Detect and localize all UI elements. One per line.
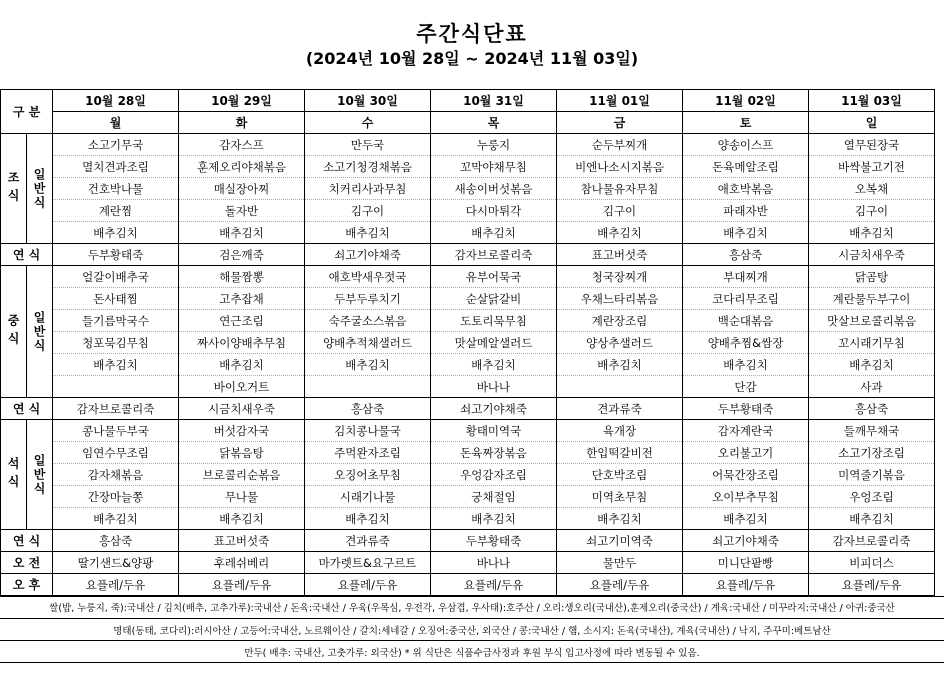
- menu-cell: 미역초무침: [557, 486, 683, 508]
- menu-cell: 유부어묵국: [431, 266, 557, 288]
- menu-cell: 맛살메알샐러드: [431, 332, 557, 354]
- table-row: [1, 156, 935, 178]
- menu-cell: 표고버섯죽: [179, 530, 305, 552]
- menu-cell: 물만두: [557, 552, 683, 574]
- table-row: [1, 310, 935, 332]
- menu-cell: 들기름막국수: [53, 310, 179, 332]
- menu-cell: 배추김치: [431, 354, 557, 376]
- menu-cell: 표고버섯죽: [557, 244, 683, 266]
- menu-cell: 만두국: [305, 134, 431, 156]
- menu-cell: 소고기청경채볶음: [305, 156, 431, 178]
- menu-cell: 바나나: [431, 552, 557, 574]
- menu-cell: 요플레/두유: [809, 574, 935, 596]
- menu-cell: 궁채절임: [431, 486, 557, 508]
- table-row: [1, 442, 935, 464]
- menu-cell: 버섯감자국: [179, 420, 305, 442]
- table-row: [1, 376, 935, 398]
- snack-morning-label: 오 전: [1, 552, 53, 574]
- menu-cell: 쇠고기야채죽: [305, 244, 431, 266]
- snack-afternoon-label: 오 후: [1, 574, 53, 596]
- menu-cell: 브로콜리순볶음: [179, 464, 305, 486]
- menu-cell: 배추김치: [305, 354, 431, 376]
- date-cell: 10월 31일: [431, 90, 557, 112]
- weekday-cell: 금: [557, 112, 683, 134]
- menu-cell: 마가렛트&요구르트: [305, 552, 431, 574]
- breakfast-label: 조식: [1, 134, 27, 244]
- snack-pm-label: 연 식: [1, 398, 53, 420]
- table-row: [1, 112, 935, 134]
- menu-cell: 배추김치: [431, 508, 557, 530]
- footer-divider: [0, 618, 944, 619]
- menu-cell: 양배추찜&쌈장: [683, 332, 809, 354]
- menu-cell: 요플레/두유: [557, 574, 683, 596]
- menu-cell: 두부황태죽: [53, 244, 179, 266]
- footer-notice: 만두( 배추: 국내산, 고춧가루: 외국산) * 위 식단은 식품수급사정과 후원 부식 입고사정에 따라 변동될 수 있음.: [244, 648, 700, 659]
- menu-cell: 요플레/두유: [683, 574, 809, 596]
- menu-cell: 양송이스프: [683, 134, 809, 156]
- menu-cell: 돌자반: [179, 200, 305, 222]
- menu-cell: 얼갈이배추국: [53, 266, 179, 288]
- menu-cell: 육개장: [557, 420, 683, 442]
- menu-cell: 콩나물두부국: [53, 420, 179, 442]
- menu-cell: 감자채볶음: [53, 464, 179, 486]
- table-row: [1, 90, 935, 112]
- menu-cell: 배추김치: [53, 354, 179, 376]
- menu-cell: 흥삼죽: [305, 398, 431, 420]
- menu-cell: 배추김치: [179, 354, 305, 376]
- menu-cell: 양배추적채샐러드: [305, 332, 431, 354]
- menu-cell: 순살닭갈비: [431, 288, 557, 310]
- date-cell: 10월 29일: [179, 90, 305, 112]
- menu-cell: 두부황태죽: [431, 530, 557, 552]
- menu-cell: 배추김치: [809, 354, 935, 376]
- date-cell: 10월 28일: [53, 90, 179, 112]
- menu-cell: 어묵간장조림: [683, 464, 809, 486]
- menu-cell: 쇠고기야채죽: [431, 398, 557, 420]
- menu-cell: 백순대볶음: [683, 310, 809, 332]
- menu-cell: 돈육짜장볶음: [431, 442, 557, 464]
- menu-cell: 두부두루치기: [305, 288, 431, 310]
- menu-cell: 비엔나소시지볶음: [557, 156, 683, 178]
- menu-cell: 배추김치: [683, 508, 809, 530]
- menu-cell: 닭곰탕: [809, 266, 935, 288]
- menu-cell: 순두부찌개: [557, 134, 683, 156]
- table-row: [1, 398, 935, 420]
- breakfast-sublabel: 일반식: [27, 134, 53, 244]
- weekday-cell: 토: [683, 112, 809, 134]
- table-row: [1, 244, 935, 266]
- menu-cell: 배추김치: [53, 508, 179, 530]
- menu-cell: 계란물두부구이: [809, 288, 935, 310]
- menu-cell: 치커리사과무침: [305, 178, 431, 200]
- date-cell: 11월 02일: [683, 90, 809, 112]
- menu-cell: 오복채: [809, 178, 935, 200]
- menu-cell: 배추김치: [305, 508, 431, 530]
- menu-cell: 견과류죽: [305, 530, 431, 552]
- weekday-cell: 일: [809, 112, 935, 134]
- menu-cell: 멸치견과조림: [53, 156, 179, 178]
- table-row: [1, 530, 935, 552]
- table-row: [1, 178, 935, 200]
- menu-cell: 코다리무조림: [683, 288, 809, 310]
- menu-cell: 배추김치: [809, 222, 935, 244]
- menu-cell: 주먹완자조림: [305, 442, 431, 464]
- menu-cell: 꼬막야채무침: [431, 156, 557, 178]
- menu-cell: 후레쉬베리: [179, 552, 305, 574]
- menu-cell: 오징어초무침: [305, 464, 431, 486]
- lunch-sublabel: 일반식: [27, 266, 53, 398]
- menu-cell: 우엉조림: [809, 486, 935, 508]
- menu-cell: 훈제오리야채볶음: [179, 156, 305, 178]
- menu-cell: 바싹불고기전: [809, 156, 935, 178]
- menu-cell: 오리불고기: [683, 442, 809, 464]
- menu-cell: 사과: [809, 376, 935, 398]
- menu-cell: 새송이버섯볶음: [431, 178, 557, 200]
- menu-cell: 쇠고기야채죽: [683, 530, 809, 552]
- menu-cell: 감자브로콜리죽: [431, 244, 557, 266]
- menu-cell: 해물짬뽕: [179, 266, 305, 288]
- table-row: [1, 332, 935, 354]
- weekday-cell: 목: [431, 112, 557, 134]
- menu-cell: 배추김치: [683, 222, 809, 244]
- menu-cell: [557, 376, 683, 398]
- table-row: [1, 508, 935, 530]
- menu-cell: 배추김치: [557, 222, 683, 244]
- menu-cell: 배추김치: [557, 354, 683, 376]
- menu-cell: 건호박나물: [53, 178, 179, 200]
- page-title: 주간식단표: [416, 22, 528, 46]
- menu-cell: 열무된장국: [809, 134, 935, 156]
- date-cell: 10월 30일: [305, 90, 431, 112]
- lunch-label: 중식: [1, 266, 27, 398]
- menu-cell: 단감: [683, 376, 809, 398]
- menu-cell: 애호박새우젓국: [305, 266, 431, 288]
- menu-cell: 미역줄기볶음: [809, 464, 935, 486]
- menu-cell: 배추김치: [53, 222, 179, 244]
- menu-cell: [53, 376, 179, 398]
- menu-cell: 흥삼죽: [53, 530, 179, 552]
- menu-cell: 배추김치: [179, 508, 305, 530]
- menu-cell: 견과류죽: [557, 398, 683, 420]
- dinner-label: 석식: [1, 420, 27, 530]
- menu-cell: [305, 376, 431, 398]
- table-row: [1, 464, 935, 486]
- menu-cell: 우엉감자조림: [431, 464, 557, 486]
- menu-cell: 감자스프: [179, 134, 305, 156]
- menu-cell: 소고기장조림: [809, 442, 935, 464]
- table-row: [1, 552, 935, 574]
- menu-table: [0, 89, 935, 596]
- table-row: [1, 288, 935, 310]
- table-row: [1, 266, 935, 288]
- table-row: [1, 354, 935, 376]
- menu-cell: 맛살브로콜리볶음: [809, 310, 935, 332]
- menu-cell: 비피더스: [809, 552, 935, 574]
- menu-cell: 감자브로콜리죽: [53, 398, 179, 420]
- menu-cell: 흥삼죽: [809, 398, 935, 420]
- footer-origin-line2: 명태(동태, 코다리):러시아산 / 고등어:국내산, 노르웨이산 / 갈치:세네갈 / 오징어:중국산, 외국산 / 콩:국내산 / 햄, 소시지: 돈육(국내산), 계육(국내산) / 낙지, 주꾸미:베트남산: [113, 626, 831, 637]
- menu-cell: 김구이: [305, 200, 431, 222]
- menu-cell: 미니단팥빵: [683, 552, 809, 574]
- menu-cell: 배추김치: [305, 222, 431, 244]
- menu-cell: 바나나: [431, 376, 557, 398]
- date-cell: 11월 01일: [557, 90, 683, 112]
- weekday-cell: 월: [53, 112, 179, 134]
- menu-cell: 누룽지: [431, 134, 557, 156]
- weekday-cell: 수: [305, 112, 431, 134]
- menu-cell: 배추김치: [179, 222, 305, 244]
- table-row: [1, 486, 935, 508]
- table-row: [1, 134, 935, 156]
- menu-cell: 요플레/두유: [431, 574, 557, 596]
- menu-cell: 배추김치: [431, 222, 557, 244]
- footer-divider: [0, 640, 944, 641]
- footer-divider: [0, 662, 944, 663]
- menu-cell: 무나물: [179, 486, 305, 508]
- menu-cell: 파래자반: [683, 200, 809, 222]
- menu-cell: 황태미역국: [431, 420, 557, 442]
- table-row: [1, 420, 935, 442]
- menu-cell: 배추김치: [809, 508, 935, 530]
- menu-cell: 김치콩나물국: [305, 420, 431, 442]
- menu-cell: 계란장조림: [557, 310, 683, 332]
- menu-cell: 숙주굴소스볶음: [305, 310, 431, 332]
- menu-cell: 시래기나물: [305, 486, 431, 508]
- table-row: [1, 200, 935, 222]
- menu-cell: 부대찌개: [683, 266, 809, 288]
- menu-cell: 청국장찌개: [557, 266, 683, 288]
- menu-cell: 쇠고기미역죽: [557, 530, 683, 552]
- menu-cell: 요플레/두유: [305, 574, 431, 596]
- menu-cell: 김구이: [557, 200, 683, 222]
- table-row: [1, 222, 935, 244]
- menu-cell: 요플레/두유: [53, 574, 179, 596]
- footer-origin-line1: 쌀(밥, 누룽지, 죽):국내산 / 김치(배추, 고추가루):국내산 / 돈육:국내산 / 우육(우목심, 우전각, 우삼겹, 우사태):호주산 / 오리:생오리(국내산),훈제오리(중국산) / 계육:국내산 / 미꾸라지:국내산 / 아귀:중국산: [49, 603, 895, 614]
- menu-cell: 연근조림: [179, 310, 305, 332]
- menu-cell: 배추김치: [683, 354, 809, 376]
- menu-cell: 참나물유자무침: [557, 178, 683, 200]
- table-row: [1, 574, 935, 596]
- menu-cell: 감자계란국: [683, 420, 809, 442]
- dinner-sublabel: 일반식: [27, 420, 53, 530]
- footer-divider: [0, 596, 944, 597]
- menu-cell: 매실장아찌: [179, 178, 305, 200]
- snack-am-label: 연 식: [1, 244, 53, 266]
- menu-cell: 청포묵김무침: [53, 332, 179, 354]
- menu-cell: 간장마늘쫑: [53, 486, 179, 508]
- menu-cell: 소고기무국: [53, 134, 179, 156]
- date-cell: 11월 03일: [809, 90, 935, 112]
- weekday-cell: 화: [179, 112, 305, 134]
- menu-cell: 짜사이양배추무침: [179, 332, 305, 354]
- menu-cell: 오이부추무침: [683, 486, 809, 508]
- menu-cell: 들깨무채국: [809, 420, 935, 442]
- menu-cell: 양상추샐러드: [557, 332, 683, 354]
- menu-cell: 꼬시래기무침: [809, 332, 935, 354]
- menu-cell: 두부황태죽: [683, 398, 809, 420]
- menu-cell: 감자브로콜리죽: [809, 530, 935, 552]
- menu-cell: 시금치새우죽: [179, 398, 305, 420]
- header-category-label: 구 분: [1, 90, 53, 134]
- menu-cell: 한입떡갈비전: [557, 442, 683, 464]
- menu-cell: 돈육메알조림: [683, 156, 809, 178]
- menu-cell: 닭볶음탕: [179, 442, 305, 464]
- menu-cell: 다시마튀각: [431, 200, 557, 222]
- snack-night-label: 연 식: [1, 530, 53, 552]
- menu-cell: 고추잡채: [179, 288, 305, 310]
- menu-cell: 흥삼죽: [683, 244, 809, 266]
- menu-cell: 애호박볶음: [683, 178, 809, 200]
- menu-cell: 바이오거트: [179, 376, 305, 398]
- date-range: (2024년 10월 28일 ~ 2024년 11월 03일): [305, 49, 639, 68]
- menu-cell: 시금치새우죽: [809, 244, 935, 266]
- menu-cell: 임연수무조림: [53, 442, 179, 464]
- menu-cell: 검은깨죽: [179, 244, 305, 266]
- menu-cell: 배추김치: [557, 508, 683, 530]
- menu-cell: 김구이: [809, 200, 935, 222]
- menu-cell: 돈사태찜: [53, 288, 179, 310]
- menu-cell: 요플레/두유: [179, 574, 305, 596]
- menu-cell: 도토리묵무침: [431, 310, 557, 332]
- menu-cell: 계란찜: [53, 200, 179, 222]
- menu-cell: 단호박조림: [557, 464, 683, 486]
- menu-cell: 우채느타리볶음: [557, 288, 683, 310]
- menu-cell: 딸기샌드&양팡: [53, 552, 179, 574]
